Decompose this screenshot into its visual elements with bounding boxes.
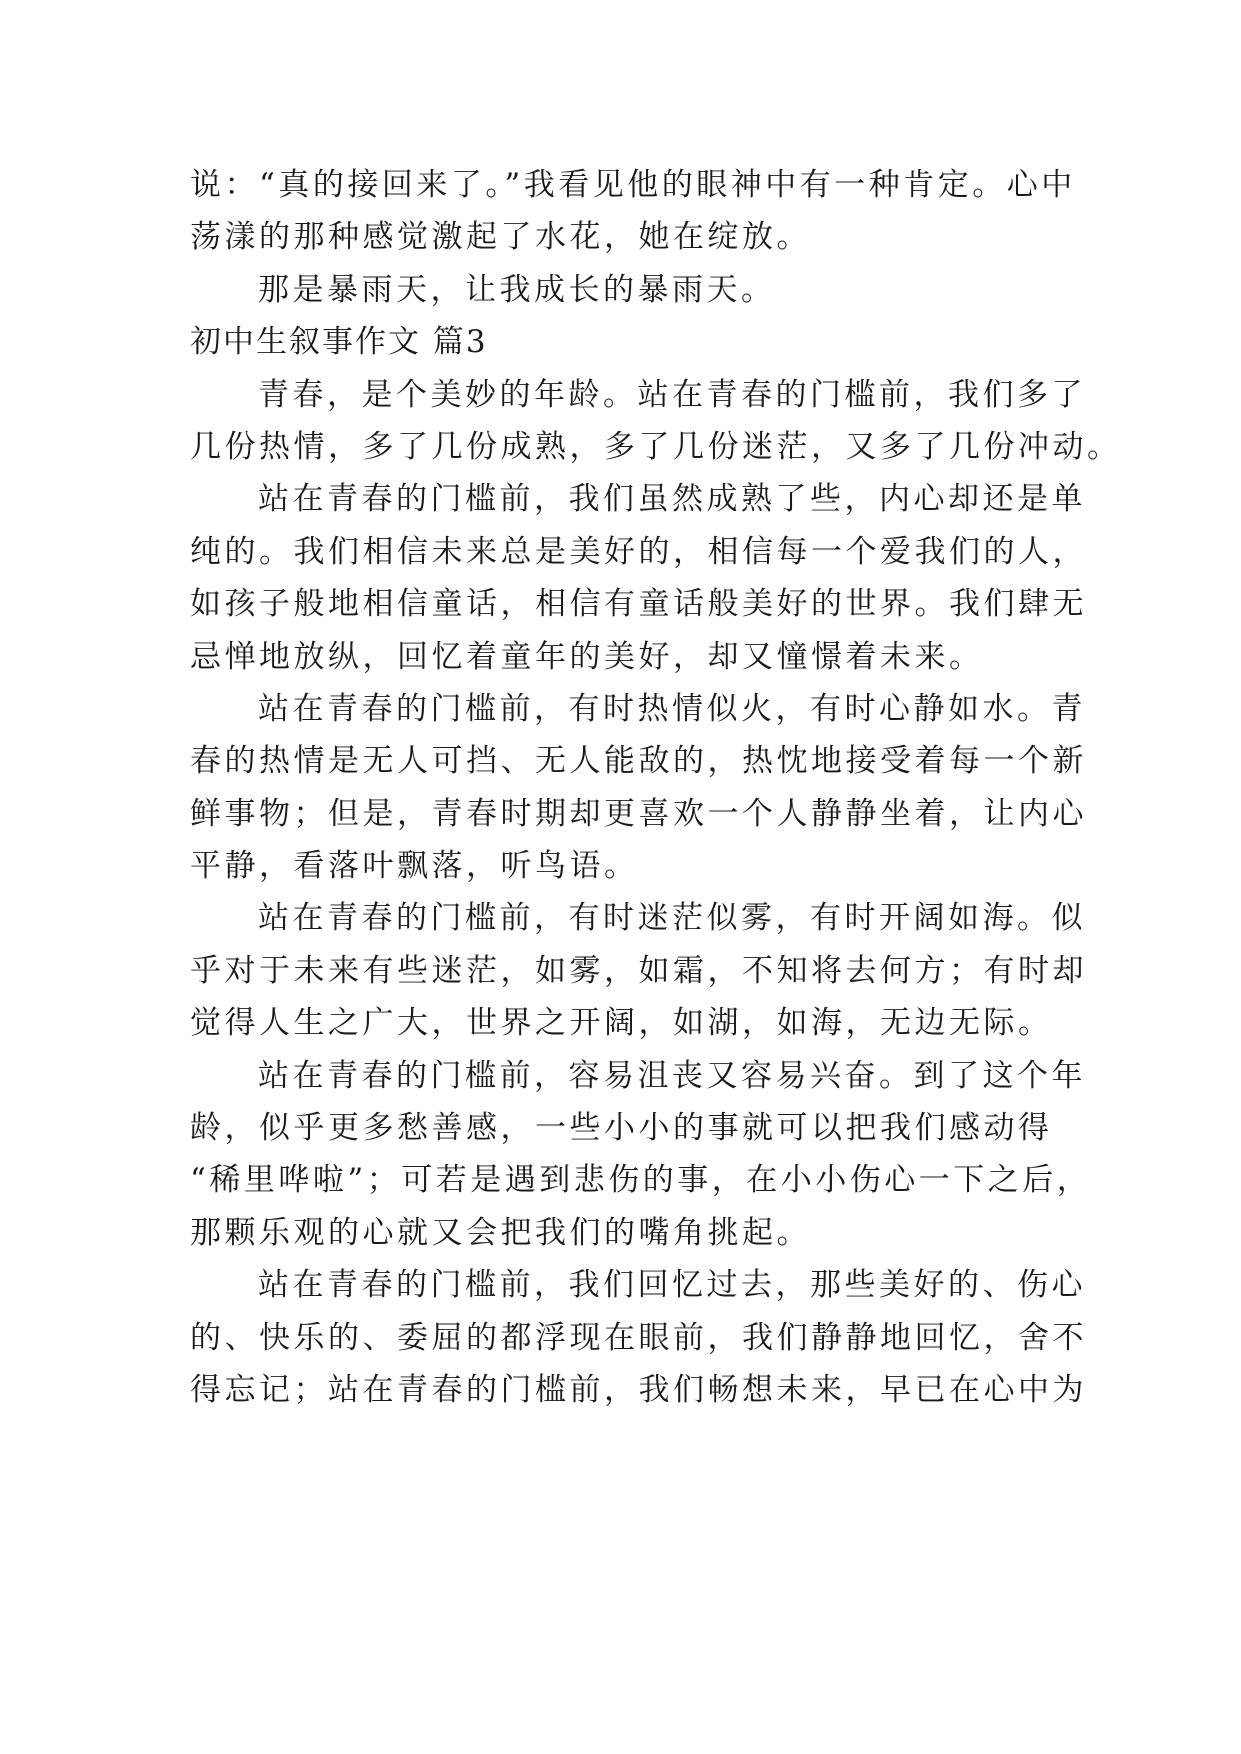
section-heading: 初中生叙事作文 篇3 [190,324,488,361]
text-line: 青春，是个美妙的年龄。站在青春的门槛前，我们多了 [258,376,1086,413]
text-line: 的、快乐的、委屈的都浮现在眼前，我们静静地回忆，舍不 [190,1319,1087,1356]
text-line: 得忘记；站在青春的门槛前，我们畅想未来，早已在心中为 [190,1371,1087,1408]
text-line: 鲜事物；但是，青春时期却更喜欢一个人静静坐着，让内心 [190,795,1087,832]
text-line: 觉得人生之广大，世界之开阔，如湖，如海，无边无际。 [190,1005,1053,1042]
text-line: 纯的。我们相信未来总是美好的，相信每一个爱我们的人， [190,533,1087,570]
text-line: 平静，看落叶飘落，听鸟语。 [190,848,639,885]
text-line: 站在青春的门槛前，有时热情似火，有时心静如水。青 [258,690,1086,727]
text-line: “稀里哗啦”；可若是遇到悲伤的事，在小小伤心一下之后， [190,1162,1092,1199]
text-line: 站在青春的门槛前，我们回忆过去，那些美好的、伤心 [258,1267,1086,1304]
text-line: 荡漾的那种感觉激起了水花，她在绽放。 [190,219,811,256]
text-line: 乎对于未来有些迷茫，如雾，如霜，不知将去何方；有时却 [190,952,1087,989]
text-line: 站在青春的门槛前，我们虽然成熟了些，内心却还是单 [258,481,1086,518]
text-line: 春的热情是无人可挡、无人能敌的，热忱地接受着每一个新 [190,743,1087,780]
text-line: 如孩子般地相信童话，相信有童话般美好的世界。我们肆无 [190,586,1087,623]
text-line: 那是暴雨天，让我成长的暴雨天。 [258,271,776,308]
text-line: 几份热情，多了几份成熟，多了几份迷茫，又多了几份冲动。 [190,428,1122,465]
text-line: 龄，似乎更多愁善感，一些小小的事就可以把我们感动得 [190,1110,1053,1147]
essay-body [190,159,1122,1416]
text-line: 站在青春的门槛前，容易沮丧又容易兴奋。到了这个年 [258,1057,1086,1094]
text-line: 说：“真的接回来了。”我看见他的眼神中有一种肯定。心中 [190,167,1076,203]
text-line: 那颗乐观的心就又会把我们的嘴角挑起。 [190,1214,811,1251]
text-line: 忌惮地放纵，回忆着童年的美好，却又憧憬着未来。 [190,638,984,675]
text-line: 站在青春的门槛前，有时迷茫似雾，有时开阔如海。似 [258,900,1086,937]
